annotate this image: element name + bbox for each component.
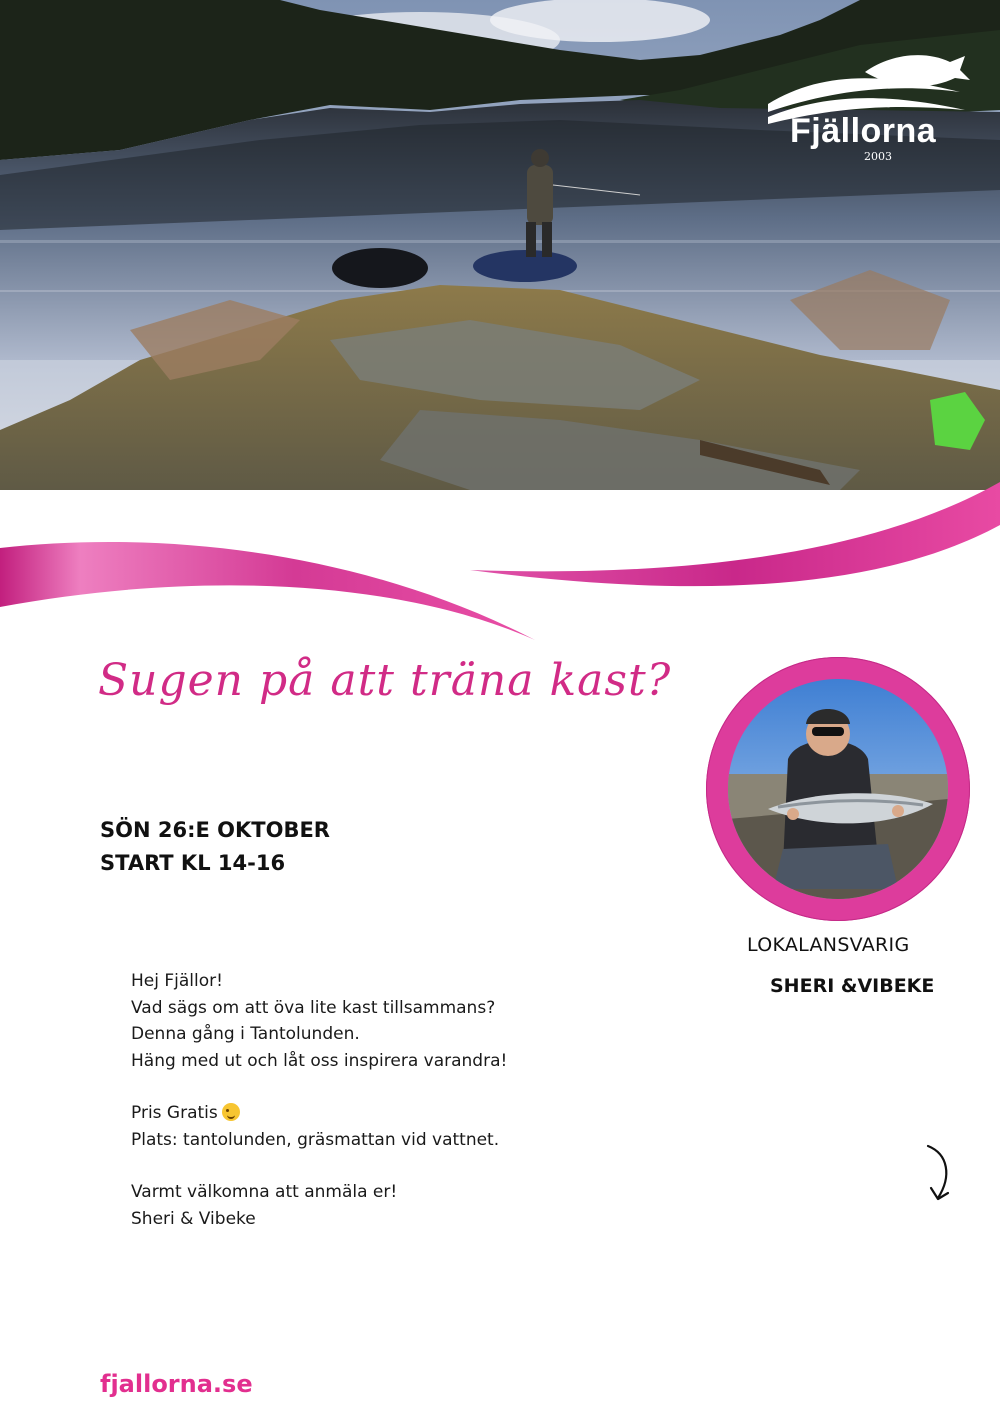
winking-face-icon (222, 1103, 240, 1121)
price-line (131, 1100, 651, 1127)
body-line: Häng med ut och låt oss inspirera varandra! (131, 1050, 508, 1071)
website-link[interactable]: fjallorna.se (100, 1370, 253, 1398)
local-contact-names: SHERI &VIBEKE (770, 975, 935, 997)
place-line: Plats: tantolunden, gräsmattan vid vattnet. (131, 1129, 500, 1150)
event-time: START KL 14-16 (100, 851, 286, 875)
pink-swoosh-decoration (0, 440, 1000, 670)
welcome-line: Varmt välkomna att anmäla er! (131, 1182, 398, 1202)
body-line: Denna gång i Tantolunden. (131, 1024, 360, 1044)
price-text: Pris Gratis (131, 1103, 218, 1123)
body-line: Vad sägs om att öva lite kast tillsammans? (131, 997, 496, 1018)
local-contact-label: LOKALANSVARIG (747, 934, 910, 956)
logo-wordmark: Fjällorna (790, 112, 937, 150)
curved-arrow-down-icon (918, 1140, 963, 1205)
greeting: Hej Fjällor! (131, 971, 223, 991)
event-date: SÖN 26:E OKTOBER (100, 818, 330, 842)
invitation-text (131, 968, 651, 1232)
organizer-portrait (706, 657, 970, 921)
logo-year: 2003 (864, 150, 892, 163)
signature: Sheri & Vibeke (131, 1208, 256, 1229)
headline: Sugen på att träna kast? (98, 655, 672, 706)
